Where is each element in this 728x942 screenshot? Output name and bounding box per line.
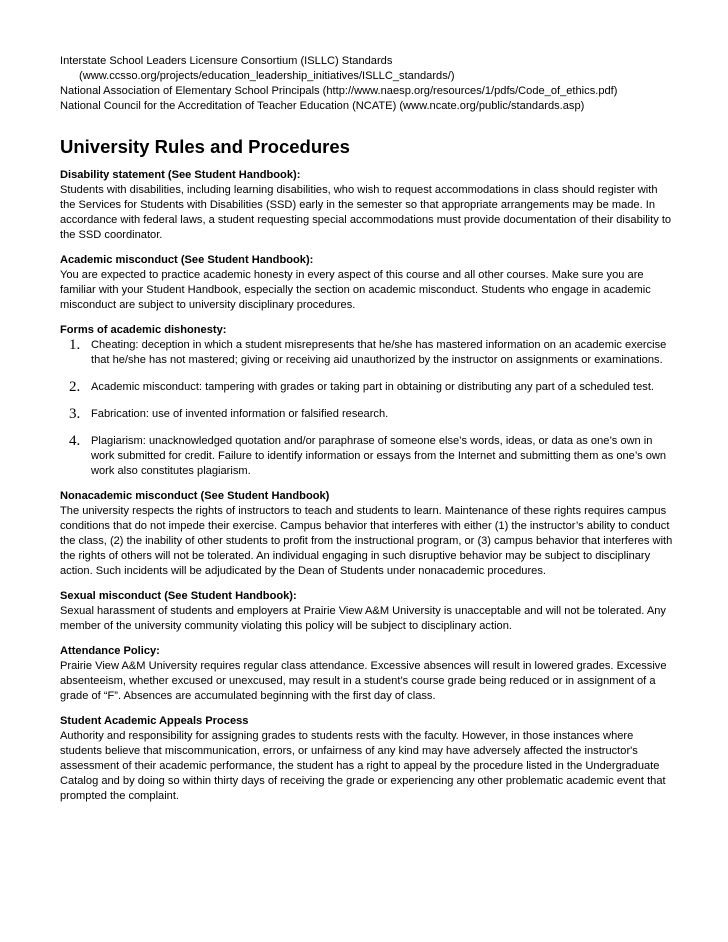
dishonesty-forms-list: [60, 338, 675, 479]
sexual-misconduct-section: [60, 589, 675, 634]
list-item-number: 3.: [69, 406, 81, 422]
document-page: [60, 54, 675, 814]
nonacademic-misconduct-heading: Nonacademic misconduct (See Student Handbook): [60, 490, 330, 502]
nonacademic-misconduct-body: The university respects the rights of instructors to teach and students to learn. Maintenance of these rights requires campus conditions that do not impede their exercise. Campus behavior that interferes with either (1) the instructor’s ability to conduct the class, (2) the inability of other students to profit from the instructional program, or (3) campus behavior that interferes with the rights of others will not be tolerated. An individual engaging in such disruptive behavior may be subject to disciplinary action. Such incidents will be adjudicated by the Dean of Students under nonacademic procedures.: [60, 505, 673, 577]
list-item: [60, 407, 675, 422]
academic-misconduct-heading: Academic misconduct (See Student Handbook):: [60, 254, 314, 266]
appeals-section: [60, 714, 675, 804]
reference-naesp: National Association of Elementary School Principals (http://www.naesp.org/resources/1/pdfs/Code_of_ethics.pdf): [60, 85, 618, 97]
list-item-text: Cheating: deception in which a student misrepresents that he/she has mastered information on an academic exercise that he/she has not mastered; giving or receiving aid unauthorized by the instructor on assignments or examinations.: [91, 339, 667, 366]
academic-misconduct-section: [60, 253, 675, 313]
list-item-text: Academic misconduct: tampering with grades or taking part in obtaining or distributing any part of a scheduled test.: [91, 381, 655, 393]
list-item: [60, 338, 675, 368]
list-item-number: 4.: [69, 433, 81, 449]
disability-heading: Disability statement (See Student Handbook):: [60, 169, 301, 181]
reference-isllc: Interstate School Leaders Licensure Consortium (ISLLC) Standards: [60, 55, 393, 67]
sexual-misconduct-heading: Sexual misconduct (See Student Handbook):: [60, 590, 297, 602]
disability-body: Students with disabilities, including learning disabilities, who wish to request accommodations in class should register with the Services for Students with Disabilities (SSD) early in the semester so that appropriate arrangements may be made. In accordance with federal laws, a student requesting special accommodations must provide documentation of their disability to the SSD coordinator.: [60, 184, 672, 241]
list-item: [60, 380, 675, 395]
appeals-body: Authority and responsibility for assigning grades to students rests with the faculty. However, in those instances where students believe that miscommunication, errors, or unfairness of any kind may have adversely affected the instructor's assessment of their academic performance, the student has a right to appeal by the procedure listed in the Undergraduate Catalog and by doing so within thirty days of receiving the grade or experiencing any other problematic academic event that prompted the complaint.: [60, 730, 666, 802]
attendance-body: Prairie View A&M University requires regular class attendance. Excessive absences will result in lowered grades. Excessive absenteeism, whether excused or unexcused, may result in a student’s course grade being reduced or in assignment of a grade of “F”. Absences are accumulated beginning with the first day of class.: [60, 660, 667, 702]
standards-references: [60, 54, 675, 114]
academic-misconduct-body: You are expected to practice academic honesty in every aspect of this course and all other courses. Make sure you are familiar with your Student Handbook, especially the section on academic misconduct. Students who engage in academic misconduct are subject to university disciplinary procedures.: [60, 269, 651, 311]
appeals-heading: Student Academic Appeals Process: [60, 715, 249, 727]
dishonesty-forms-heading: Forms of academic dishonesty:: [60, 324, 227, 336]
list-item: [60, 434, 675, 479]
attendance-section: [60, 644, 675, 704]
list-item-text: Plagiarism: unacknowledged quotation and/or paraphrase of someone else’s words, ideas, or data as one’s own in work submitted for credit. Failure to identify information or essays from the Internet and submitting them as one’s own work also constitutes plagiarism.: [91, 435, 667, 477]
nonacademic-misconduct-section: [60, 489, 675, 579]
page-title: University Rules and Procedures: [60, 136, 350, 157]
attendance-heading: Attendance Policy:: [60, 645, 160, 657]
list-item-number: 1.: [69, 337, 81, 353]
dishonesty-forms-section: [60, 323, 675, 479]
reference-isllc-url: (www.ccsso.org/projects/education_leadership_initiatives/ISLLC_standards/): [79, 70, 455, 82]
reference-ncate: National Council for the Accreditation of Teacher Education (NCATE) (www.ncate.org/public/standards.asp): [60, 100, 585, 112]
sexual-misconduct-body: Sexual harassment of students and employers at Prairie View A&M University is unacceptable and will not be tolerated. Any member of the university community violating this policy will be subject to disciplinary action.: [60, 605, 666, 632]
list-item-text: Fabrication: use of invented information or falsified research.: [91, 408, 389, 420]
list-item-number: 2.: [69, 379, 81, 395]
disability-section: [60, 168, 675, 243]
